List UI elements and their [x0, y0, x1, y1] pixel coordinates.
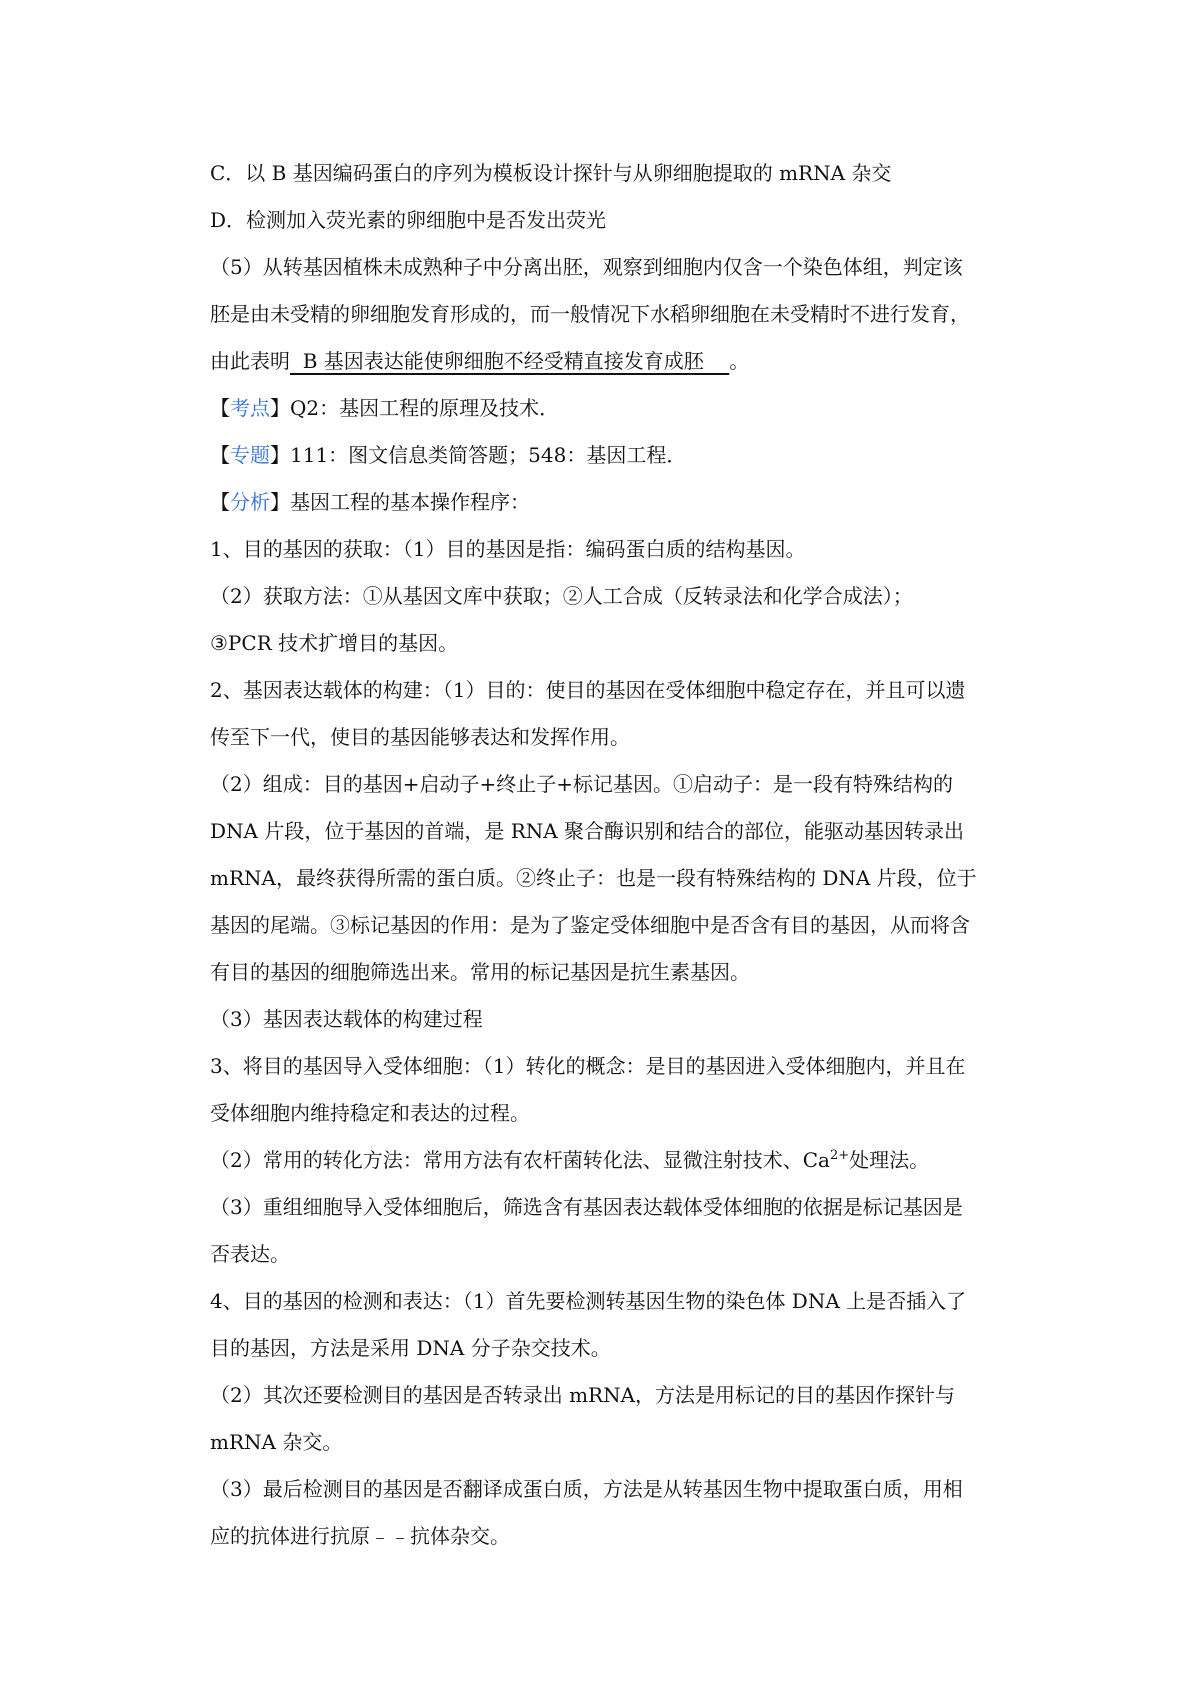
section1-line2: （2）获取方法：①从基因文库中获取；②人工合成（反转录法和化学合成法）； — [210, 584, 913, 608]
section2-line4: DNA 片段，位于基因的首端，是 RNA 聚合酶识别和结合的部位，能驱动基因转录出 — [210, 819, 965, 843]
fenxi-line — [210, 479, 1030, 526]
fenxi-open-bracket: 【 — [210, 490, 230, 514]
section3-line2: 受体细胞内维持稳定和表达的过程。 — [210, 1101, 530, 1125]
zhuanti-close-bracket: 】 — [270, 443, 290, 467]
question5-line3 — [210, 338, 1030, 385]
section3-line3-text: （2）常用的转化方法：常用方法有农杆菌转化法、显微注射技术、Ca — [210, 1148, 830, 1172]
section3-line4: （3）重组细胞导入受体细胞后，筛选含有基因表达载体受体细胞的依据是标记基因是 — [210, 1195, 963, 1219]
calcium-charge-superscript: 2+ — [829, 1148, 850, 1163]
kaodian-close-bracket: 】 — [270, 396, 290, 420]
kaodian-open-bracket: 【 — [210, 396, 230, 420]
section2-line7: 有目的基因的细胞筛选出来。常用的标记基因是抗生素基因。 — [210, 960, 750, 984]
section3-line3 — [210, 1137, 1030, 1184]
document-page — [210, 150, 1030, 1560]
question5-line2: 胚是由未受精的卵细胞发育形成的，而一般情况下水稻卵细胞在未受精时不进行发育， — [210, 302, 970, 326]
section2-line6: 基因的尾端。③标记基因的作用：是为了鉴定受体细胞中是否含有目的基因，从而将含 — [210, 913, 970, 937]
zhuanti-text: 111：图文信息类简答题；548：基因工程． — [290, 443, 687, 467]
option-d: D．检测加入荧光素的卵细胞中是否发出荧光 — [210, 208, 607, 232]
section1-line1: 1、目的基因的获取：（1）目的基因是指：编码蛋白质的结构基因。 — [210, 537, 806, 561]
section1-line3: ③PCR 技术扩增目的基因。 — [210, 631, 459, 655]
question5-answer: B 基因表达能使卵细胞不经受精直接发育成胚 — [290, 349, 730, 373]
kaodian-label: 考点 — [230, 396, 270, 420]
fenxi-label: 分析 — [230, 490, 270, 514]
question5-prefix: 由此表明 — [210, 349, 290, 373]
section2-line2: 传至下一代，使目的基因能够表达和发挥作用。 — [210, 725, 630, 749]
section3-line3-tail: 处理法。 — [849, 1148, 930, 1172]
section2-line8: （3）基因表达载体的构建过程 — [210, 1007, 483, 1031]
fenxi-close-bracket: 】 — [270, 490, 290, 514]
section4-line6: 应的抗体进行抗原﹣﹣抗体杂交。 — [210, 1524, 510, 1548]
fenxi-text: 基因工程的基本操作程序： — [290, 490, 530, 514]
section4-line4: mRNA 杂交。 — [210, 1430, 343, 1454]
section4-line2: 目的基因，方法是采用 DNA 分子杂交技术。 — [210, 1336, 611, 1360]
section3-line5: 否表达。 — [210, 1242, 290, 1266]
zhuanti-open-bracket: 【 — [210, 443, 230, 467]
option-c: C．以 B 基因编码蛋白的序列为模板设计探针与从卵细胞提取的 mRNA 杂交 — [210, 161, 892, 185]
kaodian-text: Q2：基因工程的原理及技术． — [290, 396, 560, 420]
section3-line1: 3、将目的基因导入受体细胞：（1）转化的概念：是目的基因进入受体细胞内，并且在 — [210, 1054, 966, 1078]
zhuanti-line — [210, 432, 1030, 479]
section4-line1: 4、目的基因的检测和表达：（1）首先要检测转基因生物的染色体 DNA 上是否插入了 — [210, 1289, 967, 1313]
section2-line5: mRNA，最终获得所需的蛋白质。②终止子：也是一段有特殊结构的 DNA 片段，位于 — [210, 866, 977, 890]
question5-line1: （5）从转基因植株未成熟种子中分离出胚，观察到细胞内仅含一个染色体组，判定该 — [210, 255, 963, 279]
question5-suffix: 。 — [729, 349, 750, 373]
section4-line3: （2）其次还要检测目的基因是否转录出 mRNA，方法是用标记的目的基因作探针与 — [210, 1383, 956, 1407]
section2-line1: 2、基因表达载体的构建：（1）目的：使目的基因在受体细胞中稳定存在，并且可以遗 — [210, 678, 966, 702]
zhuanti-label: 专题 — [230, 443, 270, 467]
section2-line3: （2）组成：目的基因+启动子+终止子+标记基因。①启动子：是一段有特殊结构的 — [210, 772, 953, 796]
section4-line5: （3）最后检测目的基因是否翻译成蛋白质，方法是从转基因生物中提取蛋白质，用相 — [210, 1477, 963, 1501]
kaodian-line — [210, 385, 1030, 432]
